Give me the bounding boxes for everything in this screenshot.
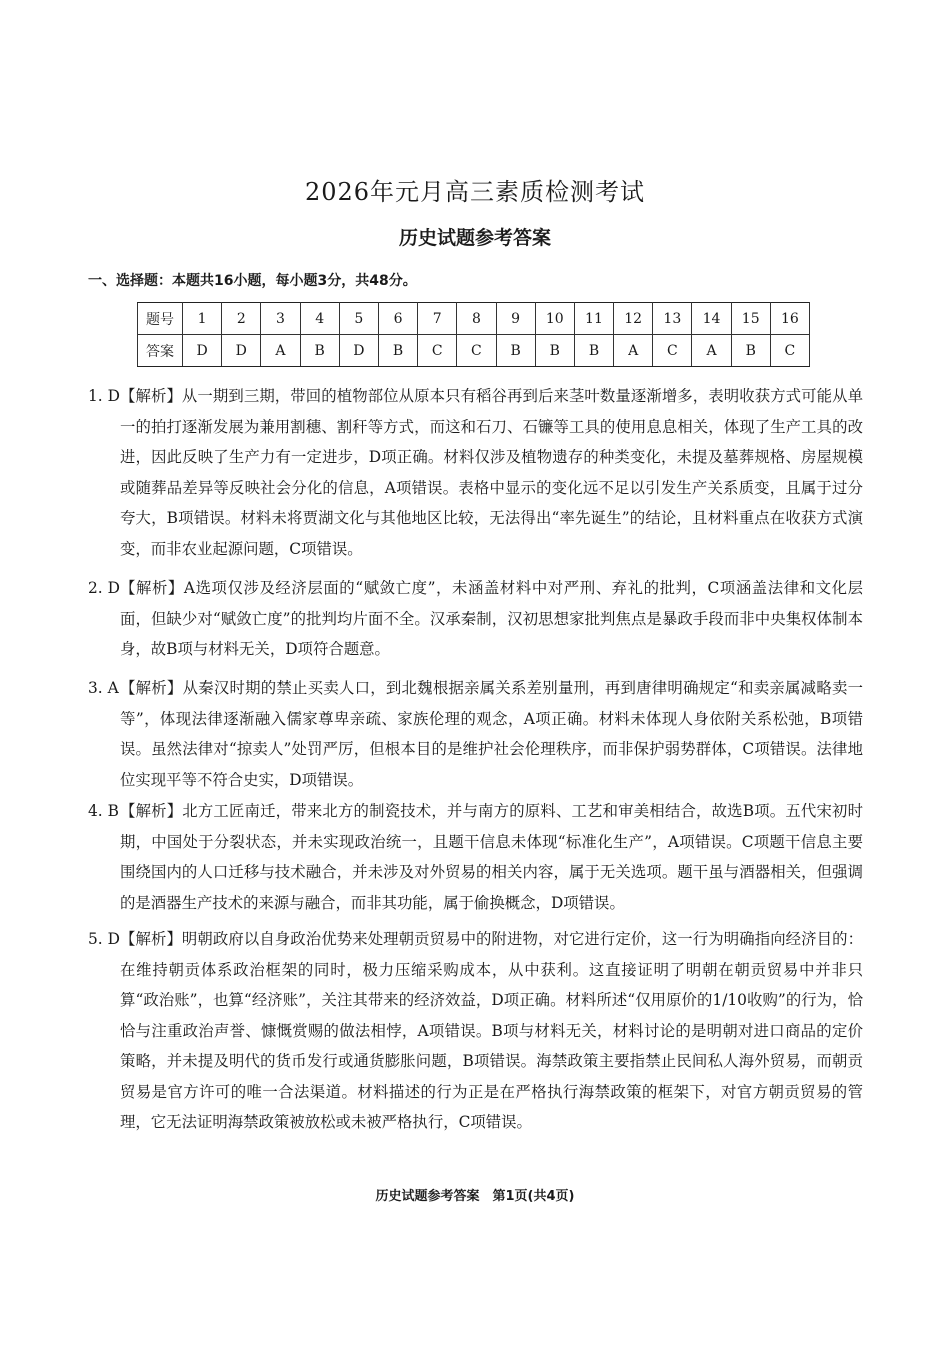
question-number: 11 xyxy=(574,303,613,335)
answer-cell: B xyxy=(574,335,613,367)
answer-cell: A xyxy=(692,335,731,367)
answer-key-subtitle: 历史试题参考答案 xyxy=(398,227,551,249)
question-number: 4 xyxy=(300,303,339,335)
answer-cell: B xyxy=(535,335,574,367)
question-number: 8 xyxy=(457,303,496,335)
explanation-number: 1. D xyxy=(88,387,120,405)
answer-cell: A xyxy=(614,335,653,367)
answer-cell: D xyxy=(222,335,261,367)
explanation-text: 【解析】从秦汉时期的禁止买卖人口，到北魏根据亲属关系差别量刑，再到唐律明确规定“和卖亲属减略卖一等”，体现法律逐渐融入儒家尊卑亲疏、家族伦理的观念，A项正确。材料未体现人身依附关系松弛，B项错误。虽然法律对“掠卖人”处罚严厉，但根本目的是维护社会伦理秩序，而非保护弱势群体，C项错误。法律地位实现平等不符合史实，D项错误。 xyxy=(120,679,863,789)
answer-cell: C xyxy=(457,335,496,367)
question-number: 6 xyxy=(378,303,417,335)
question-number: 9 xyxy=(496,303,535,335)
answer-cell: C xyxy=(770,335,809,367)
question-number: 7 xyxy=(418,303,457,335)
question-number: 13 xyxy=(653,303,692,335)
question-number: 1 xyxy=(183,303,222,335)
page-footer: 历史试题参考答案 第1页(共4页) xyxy=(375,1189,575,1204)
explanation-number: 5. D xyxy=(88,930,120,948)
explanation-number: 3. A xyxy=(88,679,119,697)
answer-cell: B xyxy=(300,335,339,367)
question-number: 14 xyxy=(692,303,731,335)
answer-cell: D xyxy=(339,335,378,367)
exam-title: 2026年元月高三素质检测考试 xyxy=(304,178,646,206)
answer-cell: B xyxy=(731,335,770,367)
answer-cell: D xyxy=(183,335,222,367)
explanation-text: 【解析】明朝政府以自身政治优势来处理朝贡贸易中的附进物，对它进行定价，这一行为明确指向经济目的：在维持朝贡体系政治框架的同时，极力压缩采购成本，从中获利。这直接证明了明朝在朝贡贸易中并非只算“政治账”，也算“经济账”，关注其带来的经济效益，D项正确。材料所述“仅用原价的1/10收购”的行为，恰恰与注重政治声誉、慷慨赏赐的做法相悖，A项错误。B项与材料无关，材料讨论的是明朝对进口商品的定价策略，并未提及明代的货币发行或通货膨胀问题，B项错误。海禁政策主要指禁止民间私人海外贸易，而朝贡贸易是官方许可的唯一合法渠道。材料描述的行为正是在严格执行海禁政策的框架下，对官方朝贡贸易的管理，它无法证明海禁政策被放松或未被严格执行，C项错误。 xyxy=(120,930,863,1131)
question-number-row xyxy=(138,303,810,335)
question-number: 3 xyxy=(261,303,300,335)
question-number: 15 xyxy=(731,303,770,335)
question-number: 2 xyxy=(222,303,261,335)
explanation-number: 4. B xyxy=(88,802,119,820)
question-number: 10 xyxy=(535,303,574,335)
answer-cell: B xyxy=(496,335,535,367)
row-label: 答案 xyxy=(138,335,183,367)
answer-cell: C xyxy=(418,335,457,367)
answer-row xyxy=(138,335,810,367)
answer-cell: A xyxy=(261,335,300,367)
question-number: 5 xyxy=(339,303,378,335)
answer-table xyxy=(137,302,810,367)
question-number: 16 xyxy=(770,303,809,335)
explanation-1 xyxy=(88,381,863,564)
explanation-3 xyxy=(88,673,863,795)
explanation-5 xyxy=(88,924,863,1138)
explanation-2 xyxy=(88,573,863,665)
answer-cell: B xyxy=(378,335,417,367)
question-number: 12 xyxy=(614,303,653,335)
row-label: 题号 xyxy=(138,303,183,335)
explanation-text: 【解析】A选项仅涉及经济层面的“赋敛亡度”，未涵盖材料中对严刑、弃礼的批判，C项涵盖法律和文化层面，但缺少对“赋敛亡度”的批判均片面不全。汉承秦制，汉初思想家批判焦点是暴政手段而非中央集权体制本身，故B项与材料无关，D项符合题意。 xyxy=(120,579,863,658)
explanation-text: 【解析】北方工匠南迁，带来北方的制瓷技术，并与南方的原料、工艺和审美相结合，故选B项。五代宋初时期，中国处于分裂状态，并未实现政治统一，且题干信息未体现“标准化生产”，A项错误。C项题干信息主要围绕国内的人口迁移与技术融合，并未涉及对外贸易的相关内容，属于无关选项。题干虽与酒器相关，但强调的是酒器生产技术的来源与融合，而非其功能，属于偷换概念，D项错误。 xyxy=(120,802,863,912)
answer-cell: C xyxy=(653,335,692,367)
explanation-number: 2. D xyxy=(88,579,120,597)
explanation-text: 【解析】从一期到三期，带回的植物部位从原本只有稻谷再到后来茎叶数量逐渐增多，表明收获方式可能从单一的拍打逐渐发展为兼用割穗、割秆等方式，而这和石刀、石镰等工具的使用息息相关，体现了生产工具的改进，因此反映了生产力有一定进步，D项正确。材料仅涉及植物遗存的种类变化，未提及墓葬规格、房屋规模或随葬品差异等反映社会分化的信息，A项错误。表格中显示的变化远不足以引发生产关系质变，且属于过分夸大，B项错误。材料未将贾湖文化与其他地区比较，无法得出“率先诞生”的结论，且材料重点在收获方式演变，而非农业起源问题，C项错误。 xyxy=(120,387,863,558)
explanation-4 xyxy=(88,796,863,918)
section-heading: 一、选择题：本题共16小题，每小题3分，共48分。 xyxy=(88,273,417,289)
